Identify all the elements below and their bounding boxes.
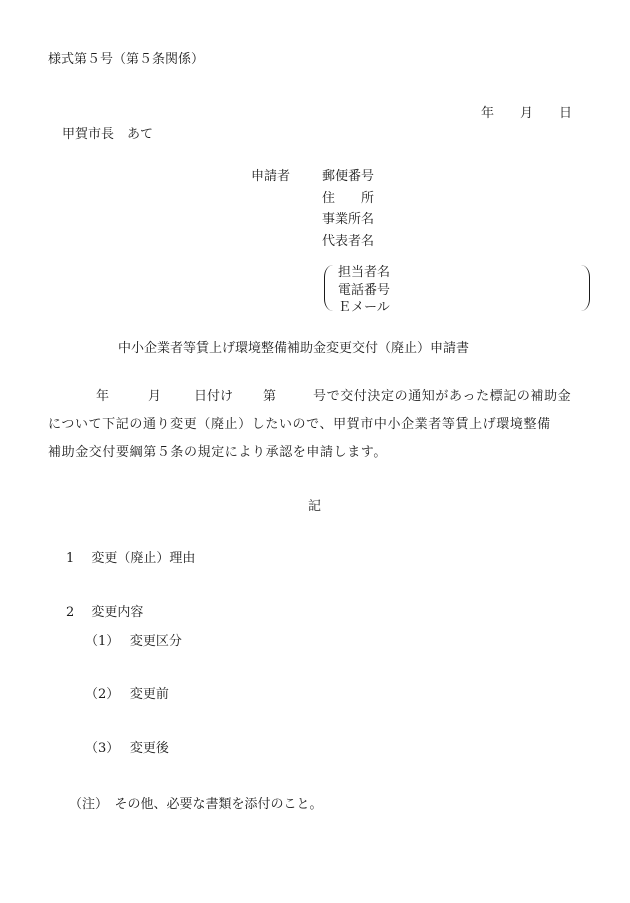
form-number: 様式第５号（第５条関係） xyxy=(48,52,205,67)
date-line: 年 月 日 xyxy=(481,106,573,121)
document-title: 中小企業者等賃上げ環境整備補助金変更交付（廃止）申請書 xyxy=(118,341,470,356)
body-year: 年 xyxy=(96,389,110,404)
body-line2: について下記の通り変更（廃止）したいので、甲賀市中小企業者等賃上げ環境整備 xyxy=(48,417,551,432)
sub-item-after: （3） 変更後 xyxy=(85,741,169,756)
body-month: 月 xyxy=(148,389,162,404)
note: （注） その他、必要な書類を添付のこと。 xyxy=(69,797,323,812)
body-number-prefix: 第 xyxy=(263,389,277,404)
applicant-label: 申請者 xyxy=(251,169,291,184)
ki-heading: 記 xyxy=(308,499,322,514)
contact-bracket-right xyxy=(580,265,590,311)
body-line3: 補助金交付要綱第５条の規定により承認を申請します。 xyxy=(48,445,387,460)
contact-bracket-left xyxy=(324,265,334,311)
business-name-label: 事業所名 xyxy=(322,212,375,227)
sub-item-category: （1） 変更区分 xyxy=(85,634,182,649)
item-change-content: 2 変更内容 xyxy=(66,605,144,620)
contact-person-label: 担当者名 xyxy=(338,265,391,280)
email-label: Ｅメール xyxy=(338,300,390,315)
body-line1-text: 号で交付決定の通知があった標記の補助金 xyxy=(313,389,572,404)
addressee: 甲賀市長 あて xyxy=(62,127,154,142)
representative-label: 代表者名 xyxy=(322,234,375,249)
phone-label: 電話番号 xyxy=(338,283,391,298)
address-label: 住 所 xyxy=(322,191,375,206)
body-dated: 日付け xyxy=(194,389,234,404)
item-reason: 1 変更（廃止）理由 xyxy=(66,551,196,566)
postal-code-label: 郵便番号 xyxy=(322,169,375,184)
sub-item-before: （2） 変更前 xyxy=(85,687,169,702)
